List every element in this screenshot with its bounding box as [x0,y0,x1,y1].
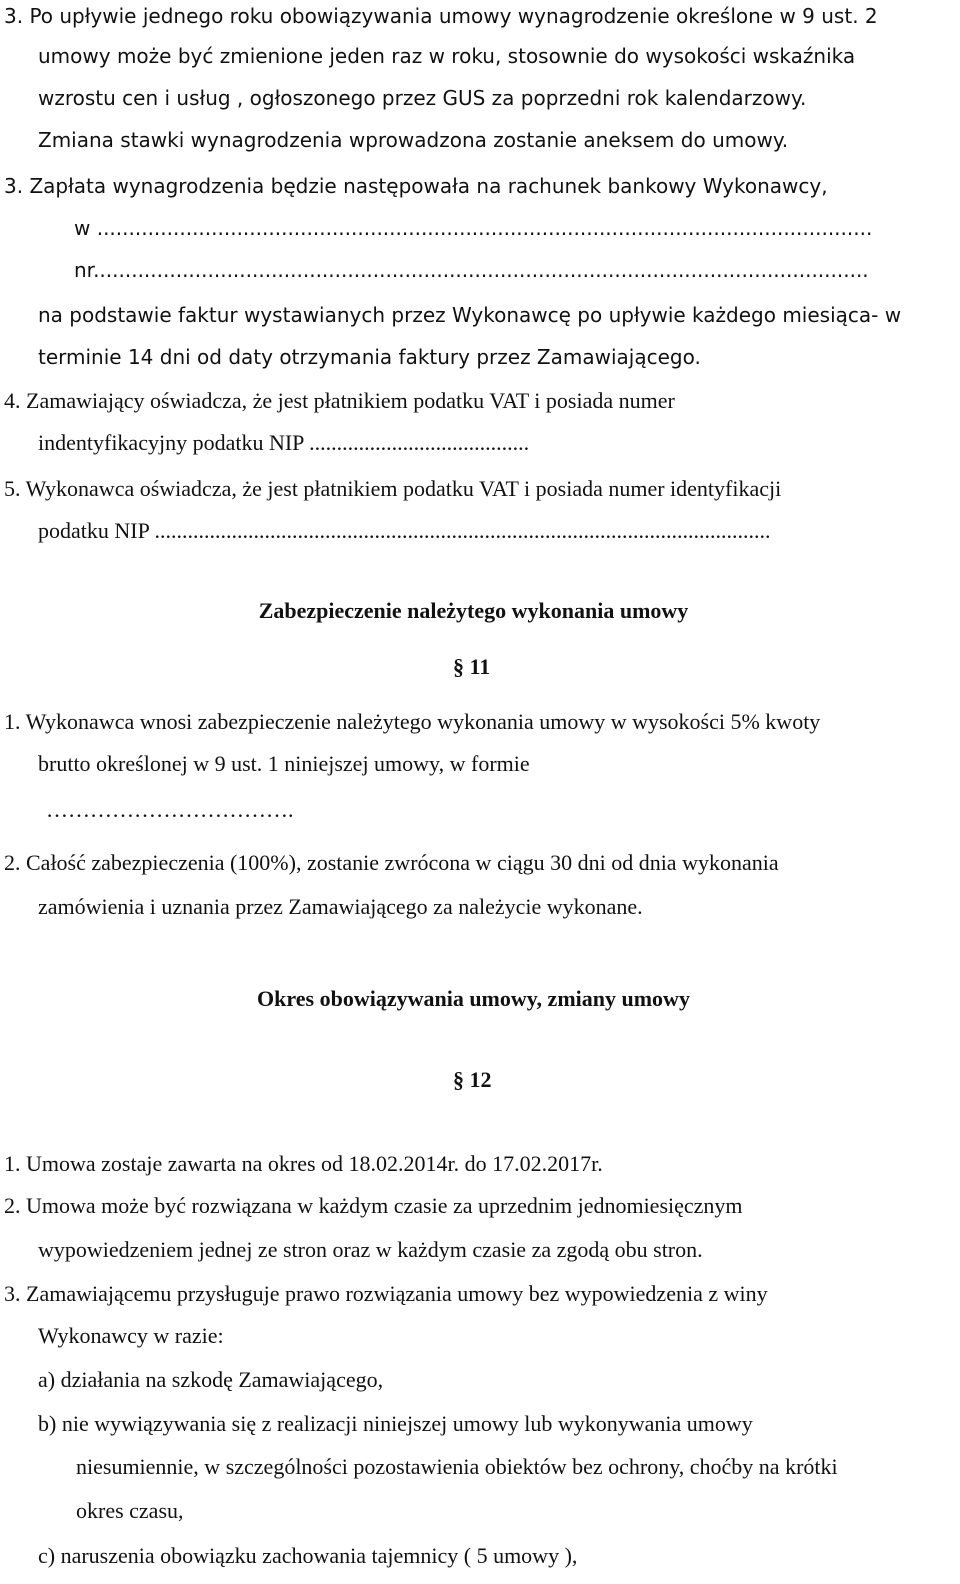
list-item: a) działania na szkodę Zamawiającego, [38,1367,384,1392]
text-line: terminie 14 dni od daty otrzymania faktury przez Zamawiającego. [38,345,701,369]
section-heading: Zabezpieczenie należytego wykonania umowy [258,598,689,623]
paragraph-number-value: 11 [469,654,491,679]
text-line: 2. Całość zabezpieczenia (100%), zostanie zwrócona w ciągu 30 dni od dnia wykonania [4,850,779,875]
text-line: wzrostu cen i usług , ogłoszonego przez GUS za poprzedni rok kalendarzowy. [38,86,807,110]
text-line: brutto określonej w 9 ust. 1 niniejszej umowy, w formie [38,751,530,776]
section-sign-icon: § [453,1067,470,1092]
text-line: Wykonawcy w razie: [38,1323,224,1348]
text-line: 4. Zamawiający oświadcza, że jest płatnikiem podatku VAT i posiada numer [4,388,675,413]
text-line: indentyfikacyjny podatku NIP ........................................ [38,430,530,455]
section-sign-icon: § [453,654,470,679]
list-item: b) nie wywiązywania się z realizacji niniejszej umowy lub wykonywania umowy [38,1411,753,1436]
text-line: na podstawie faktur wystawianych przez Wykonawcę po upływie każdego miesiąca- w [38,303,902,327]
text-line: 1. Wykonawca wnosi zabezpieczenie należytego wykonania umowy w wysokości 5% kwoty [4,709,821,734]
text-line: okres czasu, [76,1498,184,1523]
account-number-blank: nr.......................................................................................................................... [74,258,869,282]
text-line: 3. Zamawiającemu przysługuje prawo rozwiązania umowy bez wypowiedzenia z winy [4,1281,768,1306]
paragraph-number-value: 12 [469,1067,492,1092]
text-line: 5. Wykonawca oświadcza, że jest płatnikiem podatku VAT i posiada numer identyfikacji [4,476,782,501]
paragraph-number [453,653,490,681]
text-line: niesumiennie, w szczególności pozostawienia obiektów bez ochrony, choćby na krótki [76,1454,838,1479]
text-line: 3. Po upływie jednego roku obowiązywania umowy wynagrodzenie określone w 9 ust. 2 [4,4,878,28]
text-line: wypowiedzeniem jednej ze stron oraz w każdym czasie za zgodą obu stron. [38,1237,703,1262]
section-heading: Okres obowiązywania umowy, zmiany umowy [257,986,690,1011]
text-line: 3. Zapłata wynagrodzenia będzie następowała na rachunek bankowy Wykonawcy, [4,174,828,198]
text-line: zamówienia i uznania przez Zamawiającego za należycie wykonane. [38,894,643,919]
list-item: c) naruszenia obowiązku zachowania tajemnicy ( 5 umowy ), [38,1543,578,1568]
paragraph-number [453,1066,492,1094]
bank-name-blank: w .......................................................................................................................... [74,216,873,240]
text-line: 1. Umowa zostaje zawarta na okres od 18.02.2014r. do 17.02.2017r. [4,1151,603,1176]
nip-blank: podatku NIP ................................................................................................................ [38,518,771,543]
form-blank: ……………………………. [46,797,294,822]
text-line: Zmiana stawki wynagrodzenia wprowadzona zostanie aneksem do umowy. [38,128,789,152]
text-line: 2. Umowa może być rozwiązana w każdym czasie za uprzednim jednomiesięcznym [4,1193,743,1218]
text-line: umowy może być zmienione jeden raz w roku, stosownie do wysokości wskaźnika [38,44,856,68]
